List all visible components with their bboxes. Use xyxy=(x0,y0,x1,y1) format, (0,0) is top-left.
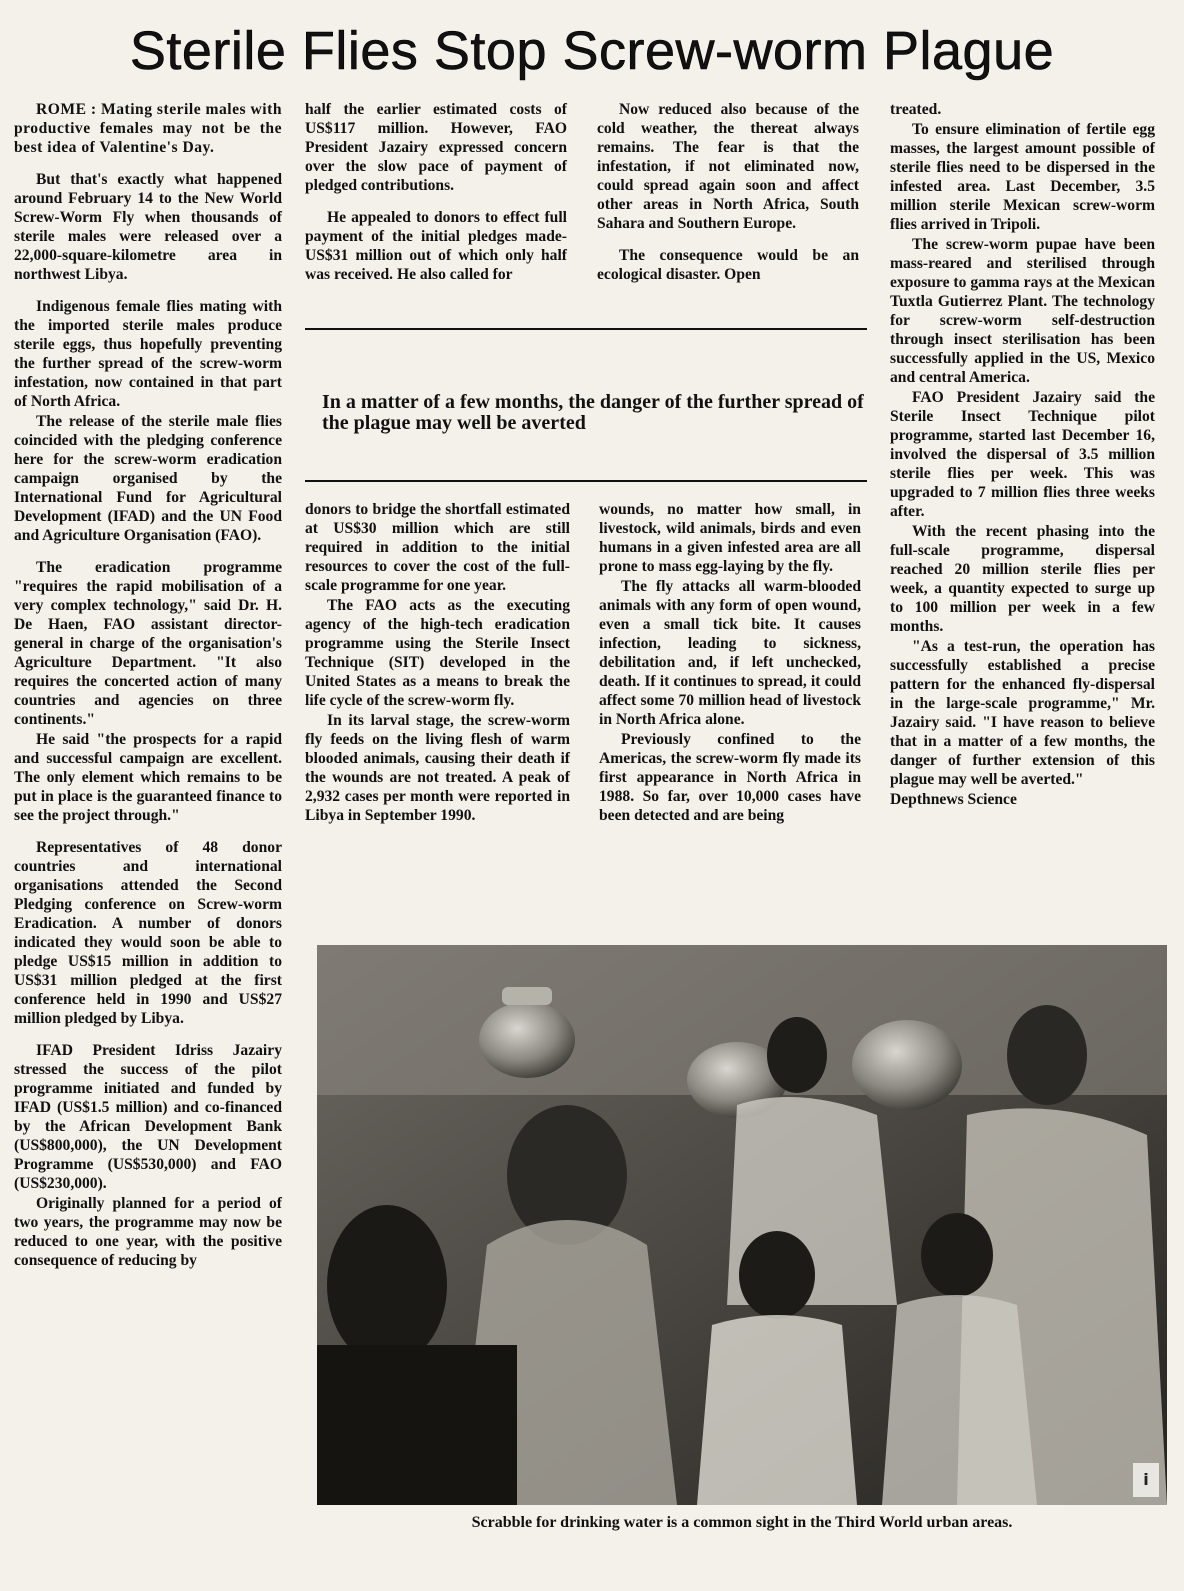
paragraph: The consequence would be an ecological disaster. Open xyxy=(597,247,859,283)
paragraph: IFAD President Idriss Jazairy stressed the success of the pilot programme initiated and funded by IFAD (US$1.5 million) and co-financed by the African Development Bank (US$800,000), the UN Development Programme (US$530,000) and FAO (US$230,000). xyxy=(14,1042,282,1192)
byline: Depthnews Science xyxy=(890,791,1017,808)
paragraph: "As a test-run, the operation has successfully established a precise pattern for the enhanced fly-dispersal in the large-scale programme," Mr. Jazairy said. "I have reason to believe that in a matter of a few months, the danger of further extension of this plague may well be averted." xyxy=(890,638,1155,788)
paragraph: Now reduced also because of the cold weather, the thereat always remains. The fear is that the infestation, if not eliminated now, could spread again soon and affect other areas in North Africa, South Sahara and Southern Europe. xyxy=(597,101,859,232)
paragraph: The fly attacks all warm-blooded animals with any form of open wound, even a small tick bite. It causes infection, leading to sickness, debilitation and, if left unchecked, death. If it continues to spread, it could affect some 70 million head of livestock in North Africa alone. xyxy=(599,578,861,728)
paragraph: half the earlier estimated costs of US$117 million. However, FAO President Jazairy expressed concern over the slow pace of payment of pledged contributions. xyxy=(305,101,567,194)
article-headline: Sterile Flies Stop Screw-worm Plague xyxy=(129,21,1055,81)
paragraph: In its larval stage, the screw-worm fly feeds on the living flesh of warm blooded animals, causing their death if the wounds are not treated. A peak of 2,932 cases per month were reported in Libya in September 1990. xyxy=(305,712,570,824)
paragraph: But that's exactly what happened around February 14 to the New World Screw-Worm Fly when thousands of sterile males were released over a 22,000-square-kilometre area in northwest Libya. xyxy=(14,171,282,283)
pull-quote: In a matter of a few months, the danger of the further spread of the plague may well be averted xyxy=(322,391,864,434)
news-photo xyxy=(317,945,1167,1505)
photo-icon xyxy=(317,945,1167,1505)
article-column-2-top xyxy=(305,100,567,297)
photo-credit: i xyxy=(1133,1463,1159,1497)
pull-quote-top-rule xyxy=(305,328,867,330)
paragraph: donors to bridge the shortfall estimated at US$30 million which are still required in addition to the initial resources to cover the cost of the full-scale programme for one year. xyxy=(305,501,570,594)
article-column-4 xyxy=(890,100,1155,822)
paragraph: He said "the prospects for a rapid and successful campaign are excellent. The only element which remains to be put in place is the guaranteed finance to see the project through." xyxy=(14,731,282,824)
paragraph: Originally planned for a period of two years, the programme may now be reduced to one year, with the positive consequence of reducing by xyxy=(14,1195,282,1269)
photo-caption: Scrabble for drinking water is a common sight in the Third World urban areas. xyxy=(471,1514,1013,1531)
paragraph: The eradication programme "requires the rapid mobilisation of a very complex technology," said Dr. H. De Haen, FAO assistant director-general in charge of the organisation's Agriculture Department. "It also requires the concerted action of many countries and agencies on three continents." xyxy=(14,559,282,728)
paragraph: Previously confined to the Americas, the screw-worm fly made its first appearance in North Africa in 1988. So far, over 10,000 cases have been detected and are being xyxy=(599,731,861,824)
pull-quote-bottom-rule xyxy=(305,480,867,482)
paragraph: Indigenous female flies mating with the imported sterile males produce sterile eggs, thus hopefully preventing the further spread of the screw-worm infestation, now contained in that part of North Africa. xyxy=(14,298,282,410)
article-column-2-bottom xyxy=(305,500,570,838)
paragraph: wounds, no matter how small, in livestock, wild animals, birds and even humans in a given infested area are all prone to mass egg-laying by the fly. xyxy=(599,501,861,575)
paragraph: treated. xyxy=(890,101,942,118)
paragraph: The screw-worm pupae have been mass-reared and sterilised through exposure to gamma rays at the Mexican Tuxtla Gutierrez Plant. The technology for screw-worm self-destruction through insect sterilisation has been successfully applied in the US, Mexico and central America. xyxy=(890,236,1155,386)
paragraph: ROME : Mating sterile males with productive females may not be the best idea of Valentine's Day. xyxy=(14,101,282,156)
paragraph: He appealed to donors to effect full payment of the initial pledges made-US$31 million out of which only half was received. He also called for xyxy=(305,209,567,283)
paragraph: The FAO acts as the executing agency of the high-tech eradication programme using the Sterile Insect Technique (SIT) developed in the United States as a means to break the life cycle of the screw-worm fly. xyxy=(305,597,570,709)
paragraph: Representatives of 48 donor countries and international organisations attended the Second Pledging conference on Screw-worm Eradication. A number of donors indicated they would soon be able to pledge US$15 million in addition to US$31 million pledged at the first conference held in 1990 and US$27 million pledged by Libya. xyxy=(14,839,282,1027)
paragraph: To ensure elimination of fertile egg masses, the largest amount possible of sterile flies need to be dispersed in the infested area. Last December, 3.5 million sterile Mexican screw-worm flies arrived in Tripoli. xyxy=(890,121,1155,233)
paragraph: The release of the sterile male flies coincided with the pledging conference here for the screw-worm eradication campaign organised by the International Fund for Agricultural Development (IFAD) and the UN Food and Agriculture Organisation (FAO). xyxy=(14,413,282,544)
article-column-3-bottom xyxy=(599,500,861,838)
article-column-3-top xyxy=(597,100,859,297)
paragraph: With the recent phasing into the full-scale programme, dispersal reached 20 million sterile flies per week, a quantity expected to surge up to 100 million per week in a few months. xyxy=(890,523,1155,635)
article-column-1 xyxy=(14,100,282,1283)
paragraph: FAO President Jazairy said the Sterile Insect Technique pilot programme, started last December 16, involved the dispersal of 3.5 million sterile flies per week. This was upgraded to 7 million flies three weeks after. xyxy=(890,389,1155,520)
